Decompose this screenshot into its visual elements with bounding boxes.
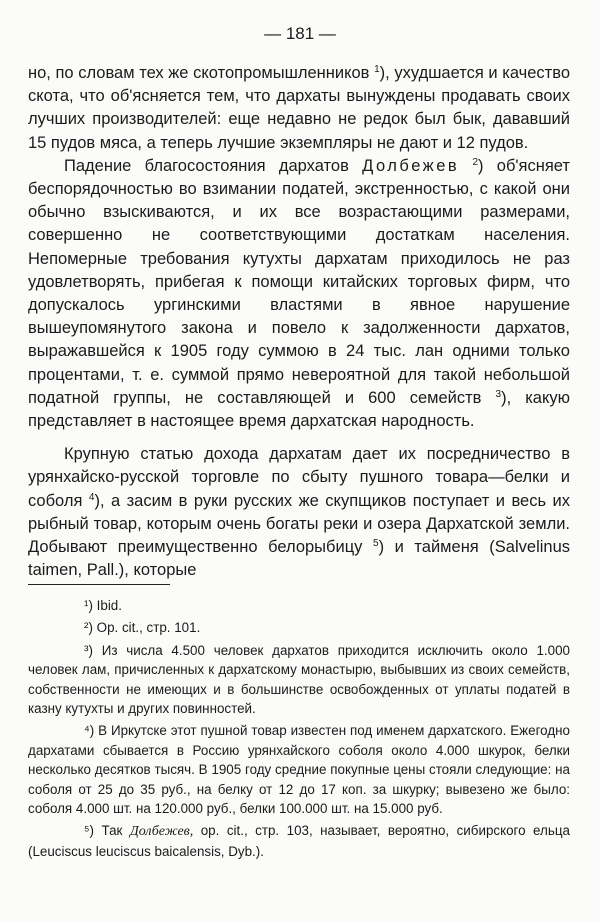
footnote-ref: 3: [495, 388, 502, 400]
footnote-ref: 4: [88, 491, 95, 503]
footnote-text: op. cit., стр. 103, называет, вероятно, сибирского ельца (Leuciscus leuciscus baicalensis, Dyb.).: [28, 823, 570, 859]
text-run: Падение благосостояния дархатов: [64, 156, 349, 175]
footnote-mark: ³): [84, 642, 93, 658]
main-text: [28, 62, 570, 582]
text-run: ) и тайменя (Salvelinus taimen, Pall.), которые: [28, 538, 571, 580]
text-run: ), а засим в руки русских же скупщиков поступает и весь их рыбный товар, которым очень богаты реки и озера Дархатской земли. Добывают преимущественно белорыбицу: [28, 491, 570, 557]
footnote: [28, 821, 570, 861]
text-run: ), ухудшается и качество скота, что об'ясняется тем, что дархаты вынуждены продавать своих лучших производителей: еще недавно не редок был бык, дававший 15 пудов мяса, а теперь лучшие экземпляры не дают и 12 пудов.: [28, 64, 570, 152]
footnote-text: Из числа 4.500 человек дархатов приходится исключить около 1.000 человек лам, причисленных к дархатскому монастырю, выбывших из своих семейств, собственности не имеющих и в большинстве освобожденных от уплаты податей в казну кутухты и других повинностей.: [28, 642, 570, 717]
page-number: — 181 —: [264, 24, 336, 43]
author-name: Долбежев,: [129, 824, 194, 840]
footnote-mark: ⁴): [84, 723, 95, 739]
text-run: ) об'ясняет беспорядочностью во взимании податей, экстренностью, с какой они обычно взыскиваются, и их все возрастающими размерами, совершенно не соответствующими достаткам населения. Непомерные требования кутухты дархатам приходилось не раз удовлетворять, прибегая к помощи китайских торговых фирм, что допускалось ургинскими властями в явное нарушение вышеупомянутого закона и повело к задолженности дархатов, выражавшейся к 1905 году суммою в 24 тыс. лан одними только процентами, т. е. суммой прямо невероятной для такой небольшой податной группы, не составляющей и 600 семейств: [28, 156, 570, 407]
footnote-mark: ⁵): [84, 823, 95, 839]
footnote-ref: 1: [374, 64, 380, 75]
text-run: ), какую представляет в настоящее время дархатская народность.: [28, 388, 570, 431]
footnote: [28, 596, 570, 615]
footnote-mark: ¹): [84, 598, 93, 613]
footnote: [28, 641, 570, 719]
footnote-text: Op. cit., стр. 101.: [96, 620, 201, 636]
footnote-ref: 5: [373, 538, 379, 550]
text-run: Крупную статью дохода дархатам дает их посредничество в урянхайско-русской торговле по сбыту пушного товара—белки и соболя: [28, 445, 570, 510]
footnote-mark: ²): [84, 620, 93, 636]
footnote: [28, 721, 570, 818]
footnote-divider: [28, 584, 170, 585]
paragraph-1: [28, 62, 570, 155]
footnote-text: Ibid.: [96, 598, 122, 613]
footnote: [28, 618, 570, 637]
footnotes: [28, 596, 570, 864]
paragraph-2: [28, 155, 570, 433]
text-run: но, по словам тех же скотопромышленников: [28, 64, 370, 82]
paragraph-3: [28, 443, 570, 582]
author-name: Долбежев: [362, 156, 460, 175]
footnote-ref: 2: [472, 156, 479, 168]
footnote-text: Так: [101, 823, 123, 839]
footnote-text: В Иркутске этот пушной товар известен под именем дархатского. Ежегодно дархатами сбывается в Россию урянхайского соболя около 4.000 шкурок, белки несколько десятков тысяч. В 1905 году средние покупные цены стояли следующие: на соболя от 25 до 35 руб., на белку от 12 до 17 коп. за шкурку; вывезено же было: соболя 4.000 шт. на 120.000 руб., белки 100.000 шт. на 15.000 руб.: [28, 723, 570, 817]
